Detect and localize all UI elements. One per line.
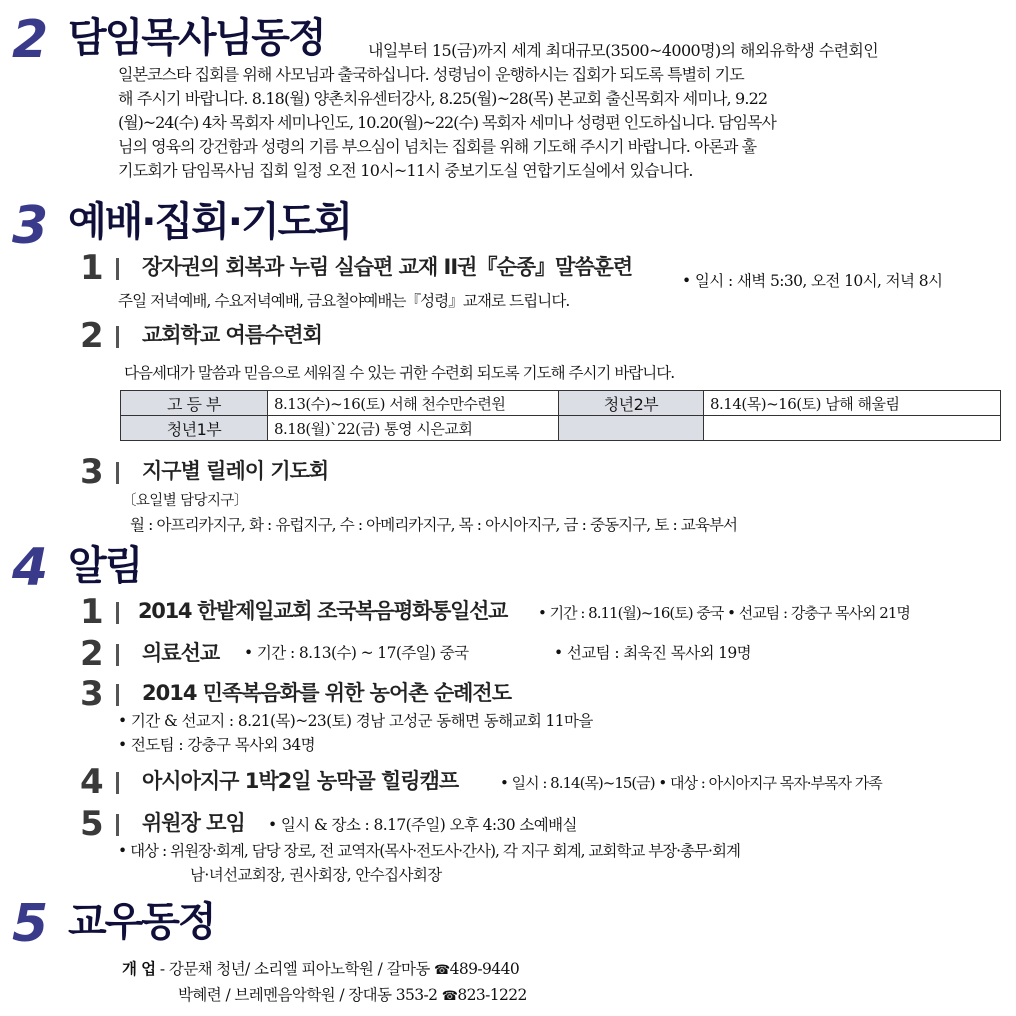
item-title: 장자권의 회복과 누림 실습편 교재 II권『순종』말씀훈련: [142, 255, 633, 279]
telephone-icon: ☎: [434, 963, 450, 978]
item-info: • 일시 : 새벽 5:30, 오전 10시, 저녁 8시: [682, 272, 943, 290]
table-cell: 청년1부: [121, 416, 268, 441]
item-title: 2014 민족복음화를 위한 농어촌 순례전도: [142, 681, 511, 705]
paragraph-line: 해 주시기 바랍니다. 8.18(월) 양촌치유센터강사, 8.25(월)~28(목) 본교회 출신목회자 세미나, 9.22: [118, 89, 768, 108]
item-divider: [116, 814, 119, 836]
opening-entry: [122, 958, 519, 982]
section-number: 5: [12, 894, 49, 954]
item-info: • 기간 : 8.11(월)~16(토) 중국 • 선교팀 : 강충구 목사외 21명: [538, 604, 910, 622]
item-divider: [116, 462, 119, 484]
item-number: 5: [80, 804, 104, 844]
paragraph-line: 님의 영육의 강건함과 성령의 기름 부으심이 넘치는 집회를 위해 기도해 주시기 바랍니다. 아론과 훌: [118, 137, 757, 156]
item-bullet: • 대상 : 위원장·회계, 담당 장로, 전 교역자(목사·전도사·간사), 각 지구 회계, 교회학교 부장·총무·회계: [118, 842, 740, 860]
item-bullet: • 전도팀 : 강충구 목사외 34명: [118, 736, 316, 754]
item-number: 2: [80, 634, 104, 674]
table-cell: 고 등 부: [121, 391, 268, 416]
item-bullet: • 기간 & 선교지 : 8.21(목)~23(토) 경남 고성군 동해면 동해교회 11마을: [118, 712, 593, 730]
table-cell: 8.14(목)~16(토) 남해 해울림: [704, 391, 1001, 416]
item-number: 2: [80, 316, 104, 356]
section-number: 2: [12, 10, 49, 70]
paragraph-line: 내일부터 15(금)까지 세계 최대규모(3500~4000명)의 해외유학생 수련회인: [368, 41, 879, 60]
item-subtitle: 〔요일별 담당지구〕: [122, 493, 248, 509]
table-row: [121, 416, 1001, 441]
item-description: 다음세대가 말씀과 믿음으로 세워질 수 있는 귀한 수련회 되도록 기도해 주시기 바랍니다.: [124, 364, 675, 382]
section-number: 4: [12, 538, 49, 598]
item-title: 2014 한밭제일교회 조국복음평화통일선교: [138, 599, 508, 623]
retreat-schedule-table: [120, 390, 1001, 441]
table-cell: 8.13(수)~16(토) 서해 천수만수련원: [268, 391, 559, 416]
opening-entry-text: 박혜련 / 브레멘음악학원 / 장대동 353-2: [178, 986, 438, 1004]
item-info: • 일시 & 장소 : 8.17(주일) 오후 4:30 소예배실: [268, 816, 577, 834]
opening-label: 개 업: [122, 960, 156, 978]
item-title: 위원장 모임: [142, 811, 245, 835]
table-cell: 8.18(월)`22(금) 통영 시은교회: [268, 416, 559, 441]
item-divider: [116, 258, 119, 280]
item-number: 1: [80, 592, 104, 632]
item-title: 교회학교 여름수련회: [142, 323, 322, 347]
paragraph-line: (월)~24(수) 4차 목회자 세미나인도, 10.20(월)~22(수) 목회자 세미나 성령편 인도하십니다. 담임목사: [118, 113, 776, 132]
phone-number: 489-9440: [449, 960, 520, 978]
item-info: • 선교팀 : 최욱진 목사외 19명: [554, 644, 752, 662]
item-divider: [116, 772, 119, 794]
item-title: 아시아지구 1박2일 농막골 힐링캠프: [142, 769, 459, 793]
opening-entry-text: - 강문채 청년/ 소리엘 피아노학원 / 갈마동: [159, 960, 430, 978]
item-divider: [116, 326, 119, 348]
paragraph-line: 일본코스타 집회를 위해 사모님과 출국하십니다. 성령님이 운행하시는 집회가 되도록 특별히 기도: [118, 65, 744, 84]
section-title: 알림: [68, 543, 142, 589]
table-cell: [704, 416, 1001, 441]
section-title: 예배·집회·기도회: [68, 199, 351, 245]
phone-number: 823-1222: [457, 986, 527, 1004]
section-number: 3: [12, 196, 49, 256]
table-cell: [559, 416, 704, 441]
item-title: 지구별 릴레이 기도회: [142, 459, 329, 483]
opening-entry: [178, 984, 527, 1008]
item-number: 4: [80, 762, 104, 802]
table-row: [121, 391, 1001, 416]
item-number: 1: [80, 248, 104, 288]
paragraph-line: 기도회가 담임목사님 집회 일정 오전 10시~11시 중보기도실 연합기도실에서 있습니다.: [118, 161, 693, 180]
item-number: 3: [80, 674, 104, 714]
item-line: 월 : 아프리카지구, 화 : 유럽지구, 수 : 아메리카지구, 목 : 아시아지구, 금 : 중동지구, 토 : 교육부서: [130, 516, 738, 534]
item-title: 의료선교: [142, 641, 220, 665]
section-title: 교우동정: [68, 899, 215, 945]
table-cell: 청년2부: [559, 391, 704, 416]
item-info: • 기간 : 8.13(수) ~ 17(주일) 중국: [244, 644, 469, 662]
item-divider: [116, 602, 119, 624]
telephone-icon: ☎: [441, 989, 458, 1004]
item-line: 주일 저녁예배, 수요저녁예배, 금요철야예배는『성령』교재로 드립니다.: [118, 292, 570, 310]
section-title: 담임목사님동정: [68, 15, 325, 61]
item-divider: [116, 644, 119, 666]
item-info: • 일시 : 8.14(목)~15(금) • 대상 : 아시아지구 목자·부목자 가족: [500, 774, 882, 792]
item-divider: [116, 684, 119, 706]
item-number: 3: [80, 452, 104, 492]
item-bullet: 남·녀선교회장, 권사회장, 안수집사회장: [190, 866, 442, 884]
